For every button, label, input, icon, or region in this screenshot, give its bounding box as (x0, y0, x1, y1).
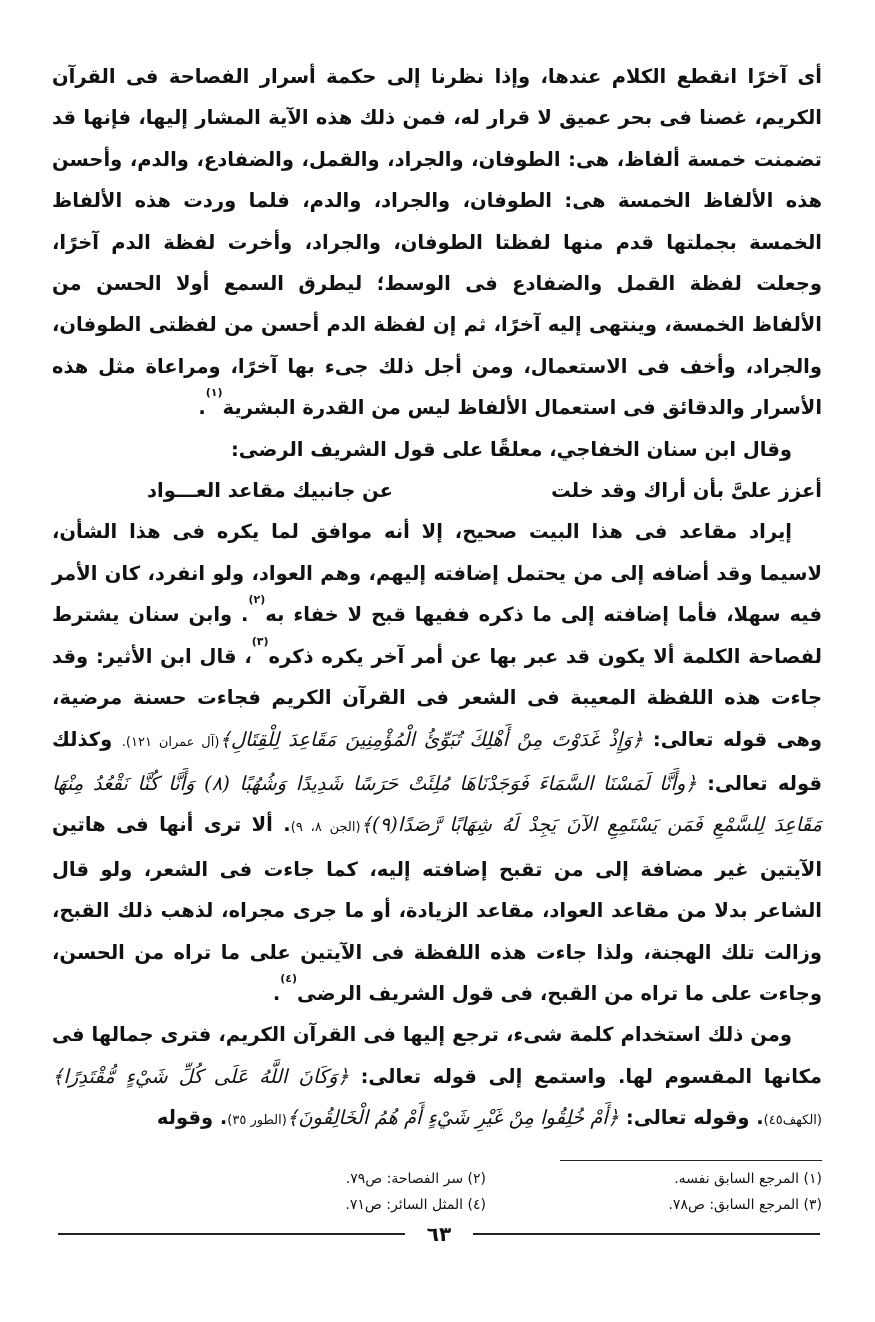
footnote-3-mark: (٣) (803, 1197, 822, 1213)
quran-verse-2: ﴿وأَنَّا لَمَسْنَا السَّمَاءَ فَوَجَدْنَاهَا مُلِئَتْ حَرَسًا شَدِيدًا وَشُهُبًا (٨) وَأَنَّا كُنَّا نَقْعُدُ مِنْهَا مَقَاعِدَ لِلسَّمْعِ فَمَن يَسْتَمِعِ الآنَ يَجِدْ لَهُ شِهَابًا رَّصَدًا(٩)﴾ (52, 771, 822, 837)
paragraph-3-text-c: ، قال ابن الأثير: وقد جاءت هذه اللفظة المعيبة فى الشعر فى القرآن الكريم فجاءت حسنة مرضية، وهى قوله تعالى: (52, 644, 822, 751)
verse-first-hemistich: أعزز علىَّ بأن أراك وقد خلت (551, 479, 822, 503)
paragraph-3: إيراد مقاعد فى هذا البيت صحيح، إلا أنه موافق لما يكره فى هذا الشأن، لاسيما وقد أضافه إلى من يحتمل إضافته إليهم، وهم العواد، ولو انفرد، كان الأمر فيه سهلا، فأما إضافته إلى ما ذكره ففيها قبح لا خفاء به$^{(٢)}$. وابن سنان يشترط لفصاحة الكلمة ألا يكون قد عبر بها عن أمر آخر يكره ذكره$^{(٣)}$، قال ابن الأثير: وقد جاءت هذه اللفظة المعيبة فى الشعر فى القرآن الكريم فجاءت حسنة مرضية، وهى قوله تعالى: ﴿وَإِذْ غَدَوْتَ مِنْ أَهْلِكَ تُبَوِّئُ الْمُؤْمِنِينَ مَقَاعِدَ لِلْقِتَالِ﴾(آل عمران ١٢١). وكذلك قوله تعالى: ﴿وأَنَّا لَمَسْنَا السَّمَاءَ فَوَجَدْنَاهَا مُلِئَتْ حَرَسًا شَدِيدًا وَشُهُبًا (٨) وَأَنَّا كُنَّا نَقْعُدُ مِنْهَا مَقَاعِدَ لِلسَّمْعِ فَمَن يَسْتَمِعِ الآنَ يَجِدْ لَهُ شِهَابًا رَّصَدًا(٩)﴾(الجن ٨، ٩). ألا ترى أنها فى هاتين الآيتين غير مضافة إلى من تقبح إضافته إليه، كما جاءت فى الشعر، ولو قال الشاعر بدلا من مقاعد العواد، مقاعد الزيادة، أو ما جرى مجراه، لذهب ذلك القبح، وزالت تلك الهجنة، ولذا جاءت هذه اللفظة فى الآيتين على ما تراه من الحسن، وجاءت على ما تراه من القبح، فى قول الشريف الرضى$^{(٤)}$. (52, 520, 823, 1005)
footer-rule-left (58, 1233, 405, 1235)
footnotes (150, 1166, 822, 1218)
paragraph-4 (52, 1014, 822, 1141)
paragraph-3-text-b: وابن سنان يشترط لفصاحة الكلمة ألا يكون قد عبر بها عن أمر آخر يكره ذكره (52, 603, 822, 668)
footnote-mark-2[interactable]: (٢) (248, 593, 266, 607)
footnote-mark-3[interactable]: (٣) (251, 634, 269, 648)
poem-verse (52, 470, 822, 511)
quran-ref-3: (الكهف٤٥) (763, 1113, 822, 1129)
footnote-1-mark: (١) (803, 1171, 822, 1187)
footnote-2 (150, 1166, 486, 1192)
footnote-1 (486, 1166, 822, 1192)
quran-ref-2: (الجن ٨، ٩) (290, 820, 361, 836)
footer-rule-right (473, 1233, 820, 1235)
quran-ref-4: (الطور ٣٥) (227, 1113, 287, 1129)
paragraph-4-text: ومن ذلك استخدام كلمة شىء، ترجع إليها فى القرآن الكريم، فترى جمالها فى مكانها المقسوم لها. واستمع إلى قوله تعالى: (52, 1023, 822, 1088)
footnote-row-1 (150, 1166, 822, 1192)
verse-second-hemistich: عن جانبيك مقاعد العـــواد (147, 479, 393, 503)
footnote-3-text: المرجع السابق: ص٧٨. (668, 1197, 800, 1213)
footnote-mark-1[interactable]: (١) (205, 386, 223, 400)
paragraph-3-text-e: . ألا ترى أنها فى هاتين الآيتين غير مضافة إلى من تقبح إضافته إليه، كما جاءت فى الشعر، ولو قال الشاعر بدلا من مقاعد العواد، مقاعد الزيادة، أو ما جرى مجراه، لذهب ذلك القبح، وزالت تلك الهجنة، ولذا جاءت هذه اللفظة فى الآيتين على ما تراه من الحسن، وجاءت على ما تراه من القبح، فى قول الشريف الرضى (52, 813, 822, 1005)
footnote-2-mark: (٢) (467, 1171, 486, 1187)
paragraph-4-text-b: . وقوله تعالى: (625, 1106, 764, 1130)
footnote-4-mark: (٤) (467, 1197, 486, 1213)
paragraph-1-text: أى آخرًا انقطع الكلام عندها، وإذا نظرنا إلى حكمة أسرار الفصاحة فى القرآن الكريم، غصنا فى بحر عميق لا قرار له، فمن ذلك هذه الآية المشار إليها، فإنها قد تضمنت خمسة ألفاظ، هى: الطوفان، والجراد، والقمل، والضفادع، والدم، وأحسن هذه الألفاظ الخمسة هى: الطوفان، والجراد، والدم، فلما وردت هذه الألفاظ الخمسة بجملتها قدم منها لفظتا الطوفان، والجراد، وأخرت لفظة الدم آخرًا، وجعلت لفظة القمل والضفادع فى الوسط؛ ليطرق السمع أولا الحسن من الألفاظ الخمسة، وينتهى إليه آخرًا، ثم إن لفظة الدم أحسن من لفظتى الطوفان، والجراد، وأخف فى الاستعمال، ومن أجل ذلك جىء بها آخرًا، ومراعاة مثل هذه الأسرار والدقائق فى استعمال الألفاظ ليس من القدرة البشرية (52, 65, 822, 420)
paragraph-2 (52, 429, 822, 470)
footnote-2-text: سر الفصاحة: ص٧٩. (345, 1171, 464, 1187)
main-text (52, 56, 822, 1142)
footnote-3 (486, 1192, 822, 1218)
footnote-mark-4[interactable]: (٤) (280, 971, 298, 985)
quran-verse-4: ﴿أَمْ خُلِقُوا مِنْ غَيْرِ شَيْءٍ أَمْ هُمُ الْخَالِقُونَ﴾ (286, 1106, 620, 1130)
page-footer (58, 1222, 820, 1246)
footnote-separator (560, 1160, 822, 1161)
quran-ref-1: (آل عمران ١٢١). (121, 734, 220, 750)
paragraph-4-text-c: . وقوله (156, 1106, 228, 1130)
footnote-4-text: المثل السائر: ص٧١. (345, 1197, 464, 1213)
paragraph-1: أى آخرًا انقطع الكلام عندها، وإذا نظرنا إلى حكمة أسرار الفصاحة فى القرآن الكريم، غصنا فى بحر عميق لا قرار له، فمن ذلك هذه الآية المشار إليها، فإنها قد تضمنت خمسة ألفاظ، هى: الطوفان، والجراد، والقمل، والضفادع، والدم، وأحسن هذه الألفاظ الخمسة هى: الطوفان، والجراد، والدم، فلما وردت هذه الألفاظ الخمسة بجملتها قدم منها لفظتا الطوفان، والجراد، وأخرت لفظة الدم آخرًا، وجعلت لفظة القمل والضفادع فى الوسط؛ ليطرق السمع أولا الحسن من الألفاظ الخمسة، وينتهى إليه آخرًا، ثم إن لفظة الدم أحسن من لفظتى الطوفان، والجراد، وأخف فى الاستعمال، ومن أجل ذلك جىء بها آخرًا، ومراعاة مثل هذه الأسرار والدقائق فى استعمال الألفاظ ليس من القدرة البشرية$^{(١)}$. (52, 65, 822, 420)
paragraph-3-text-d: وكذلك قوله تعالى: (52, 727, 822, 795)
page-number: ٦٣ (426, 1222, 452, 1246)
footnote-1-text: المرجع السابق نفسه. (674, 1171, 800, 1187)
quran-verse-1: ﴿وَإِذْ غَدَوْتَ مِنْ أَهْلِكَ تُبَوِّئُ الْمُؤْمِنِينَ مَقَاعِدَ لِلْقِتَالِ﴾ (219, 727, 644, 751)
quran-verse-3: ﴿وَكَانَ اللَّهُ عَلَى كُلِّ شَيْءٍ مُّقْتَدِرًا﴾ (52, 1064, 349, 1088)
paragraph-2-text: وقال ابن سنان الخفاجي، معلقًا على قول الشريف الرضى: (230, 437, 792, 461)
paragraph-3-text: إيراد مقاعد فى هذا البيت صحيح، إلا أنه موافق لما يكره فى هذا الشأن، لاسيما وقد أضافه إلى من يحتمل إضافته إليهم، وهم العواد، ولو انفرد، كان الأمر فيه سهلا، فأما إضافته إلى ما ذكره ففيها قبح لا خفاء به (52, 520, 823, 627)
footnote-4 (150, 1192, 486, 1218)
footnote-row-2 (150, 1192, 822, 1218)
